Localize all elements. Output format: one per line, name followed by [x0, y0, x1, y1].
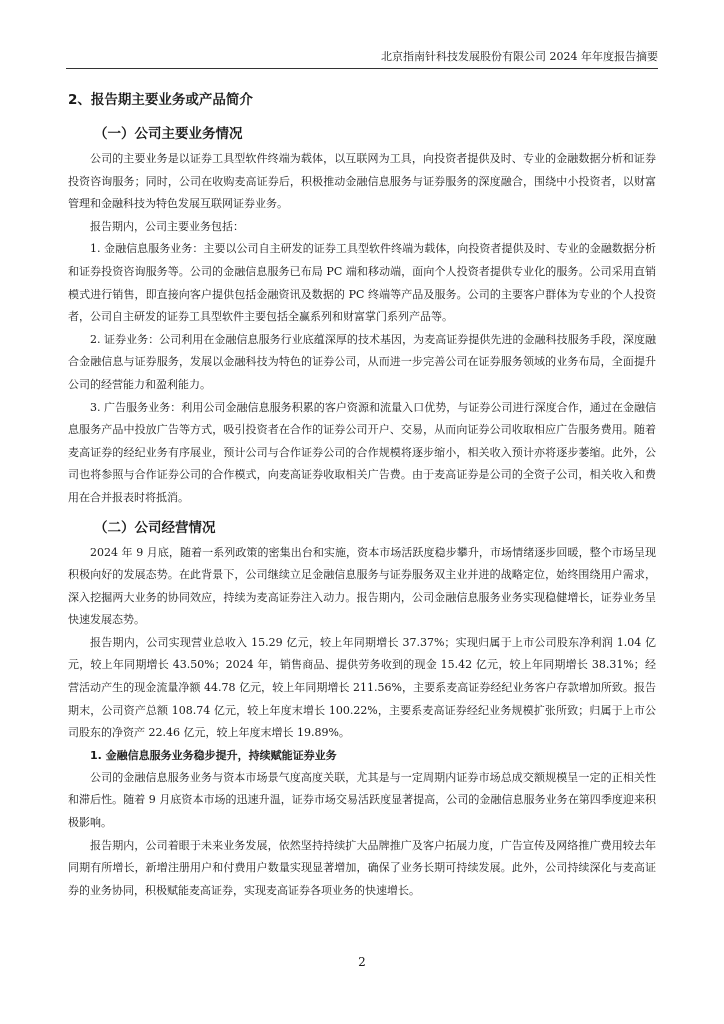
paragraph: 2024 年 9 月底，随着一系列政策的密集出台和实施，资本市场活跃度稳步攀升，市场情绪逐步回暖，整个市场呈现积极向好的发展态势。在此背景下，公司继续立足金融信息服务与证券服务双主业并进的战略定位，始终围绕用户需求，深入挖掘两大业务的协同效应，持续为麦高证券注入动力。报告期内，公司金融信息服务业务实现稳健增长，证券业务呈快速发展态势。 [68, 545, 656, 627]
subsection-subheading: 1. 金融信息服务业务稳步提升，持续赋能证券业务 [90, 748, 337, 762]
paragraph: 报告期内，公司主要业务包括： [90, 219, 244, 233]
paragraph: 公司的主要业务是以证券工具型软件终端为载体，以互联网为工具，向投资者提供及时、专业的金融数据分析和证券投资咨询服务；同时，公司在收购麦高证券后，积极推动金融信息服务与证券服务的深度融合，围绕中小投资者，以财富管理和金融科技为特色发展互联网证券业务。 [68, 152, 656, 211]
paragraph: 报告期内，公司实现营业总收入 15.29 亿元，较上年同期增长 37.37%；实现归属于上市公司股东净利润 1.04 亿元，较上年同期增长 43.50%；2024 年，销售商品、提供劳务收到的现金 15.42 亿元，较上年同期增长 38.31%；经营活动产生的现金流量净额 44.78 亿元，较上年同期增长 211.56%，主要系麦高证券经纪业务客户存款增加所致。报告期末，公司资产总额 108.74 亿元，较上年度末增长 100.22%，主要系麦高证券经纪业务规模扩张所致；归属于上市公司股东的净资产 22.46 亿元，较上年度末增长 19.89%。 [68, 635, 656, 740]
paragraph: 2. 证券业务：公司利用在金融信息服务行业底蕴深厚的技术基因，为麦高证券提供先进的金融科技服务手段，深度融合金融信息与证券服务，发展以金融科技为特色的证券公司，从而进一步完善公司在证券服务领域的业务布局，全面提升公司的经营能力和盈利能力。 [68, 332, 656, 391]
paragraph: 1. 金融信息服务业务：主要以公司自主研发的证券工具型软件终端为载体，向投资者提供及时、专业的金融数据分析和证券投资咨询服务等。公司的金融信息服务已布局 PC 端和移动端，面向个人投资者提供专业化的服务。公司采用直销模式进行销售，即直接向客户提供包括金融资讯及数据的 PC 终端等产品及服务。公司的主要客户群体为专业的个人投资者，公司自主研发的证券工具型软件主要包括全赢系列和财富掌门系列产品等。 [68, 242, 656, 324]
paragraph: 报告期内，公司着眼于未来业务发展，依然坚持持续扩大品牌推广及客户拓展力度，广告宣传及网络推广费用较去年同期有所增长，新增注册用户和付费用户数量实现显著增加，确保了业务长期可持续发展。此外，公司持续深化与麦高证券的业务协同，积极赋能麦高证券，实现麦高证券各项业务的快速增长。 [68, 838, 656, 897]
page-header: 北京指南针科技发展股份有限公司 2024 年年度报告摘要 [66, 50, 658, 69]
section-heading: 2、报告期主要业务或产品简介 [68, 92, 253, 108]
subsection-heading-2: （二）公司经营情况 [94, 519, 216, 536]
subsection-heading-1: （一）公司主要业务情况 [94, 126, 243, 142]
page-content [68, 88, 656, 902]
paragraph: 公司的金融信息服务业务与资本市场景气度高度关联，尤其是与一定周期内证券市场总成交额规模呈一定的正相关性和滞后性。随着 9 月底资本市场的迅速升温，证券市场交易活跃度显著提高，公司的金融信息服务业务在第四季度迎来积极影响。 [68, 770, 656, 830]
paragraph: 3. 广告服务业务：利用公司金融信息服务积累的客户资源和流量入口优势，与证券公司进行深度合作，通过在金融信息服务产品中投放广告等方式，吸引投资者在合作的证券公司开户、交易，从而向证券公司收取相应广告服务费用。随着麦高证券的经纪业务有序展业，预计公司与合作证券公司的合作规模将逐步缩小，相关收入预计亦将逐步萎缩。此外，公司也将参照与合作证券公司的合作模式，向麦高证券收取相关广告费。由于麦高证券是公司的全资子公司，相关收入和费用在合并报表时将抵消。 [68, 400, 656, 504]
page-number: 2 [358, 955, 366, 969]
